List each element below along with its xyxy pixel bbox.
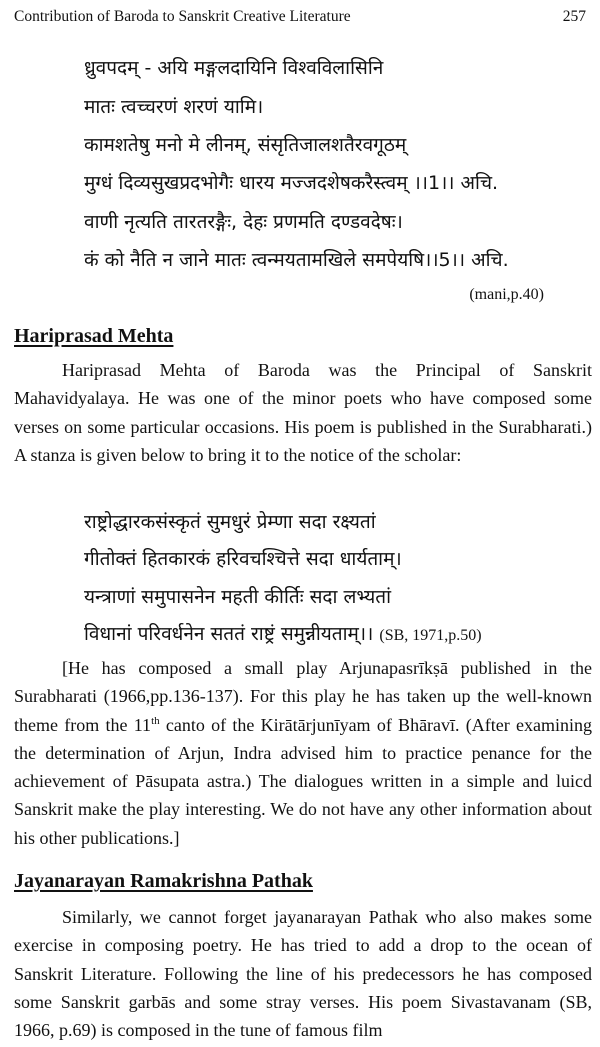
verse2-line-4-text: विधानां परिवर्धनेन सततं राष्ट्रं समुन्नीयताम्।।	[84, 623, 374, 645]
paragraph-hariprasad	[14, 356, 592, 469]
running-header	[14, 8, 586, 26]
play-note-superscript: th	[151, 714, 160, 727]
verse1-line-2: मातः त्वच्चरणं शरणं यामि।	[84, 96, 264, 118]
paragraph-hariprasad-text: Hariprasad Mehta of Baroda was the Principal of Sanskrit Mahavidyalaya. He was one of the minor poets who have composed some verses on some particular occasions. His poem is published in the Surabharati.) A stanza is given below to bring it to the notice of the scholar:	[14, 360, 592, 465]
paragraph-play-note-text	[14, 654, 592, 852]
section-heading-hariprasad: Hariprasad Mehta	[14, 325, 174, 347]
verse2-line-3: यन्त्राणां समुपासनेन महती कीर्तिः सदा लभ्यतां	[84, 586, 392, 608]
verse1-line-1: ध्रुवपदम् - अयि मङ्गलदायिनि विश्वविलासिनि	[84, 57, 384, 79]
play-note-part-2: canto of the Kirātārjunīyam of Bhāravī. (After examining the determination of Arjun, Indra advised him to practice penance for the achievement of Pāsupata astra.) The dialogues written in a simple and luicd Sanskrit make the play interesting. We do not have any other information about his other publications.]	[14, 714, 592, 848]
verse2-line-4	[84, 620, 482, 646]
section-heading-jayanarayan: Jayanarayan Ramakrishna Pathak	[14, 870, 313, 892]
paragraph-jayanarayan	[14, 903, 592, 1044]
verse2-citation: (SB, 1971,p.50)	[379, 627, 482, 644]
page-number: 257	[562, 8, 586, 25]
paragraph-jayanarayan-text: Similarly, we cannot forget jayanarayan Pathak who also makes some exercise in composing poetry. He has tried to add a drop to the ocean of Sanskrit Literature. Following the line of his predecessors he has composed some Sanskrit garbās and some stray verses. His poem Sivastavanam (SB, 1966, p.69) is composed in the tune of famous film	[14, 907, 592, 1041]
verse2-line-1: राष्ट्रोद्धारकसंस्कृतं सुमधुरं प्रेम्णा सदा रक्ष्यतां	[84, 511, 376, 533]
verse2-line-2: गीतोक्तं हितकारकं हरिवचश्चित्ते सदा धार्यताम्।	[84, 548, 402, 570]
running-title: Contribution of Baroda to Sanskrit Creative Literature	[14, 8, 351, 25]
verse1-line-3: कामशतेषु मनो मे लीनम्, संसृतिजालशतैरवगूठम्	[84, 134, 407, 156]
verse1-line-6: कं को नैति न जाने मातः त्वन्मयतामखिले समपेयषि।।5।। अचि.	[84, 249, 509, 271]
verse1-line-4: मुग्धं दिव्यसुखप्रदभोगैः धारय मज्जदशेषकरैस्त्वम् ।।1।। अचि.	[84, 172, 499, 194]
paragraph-play-note	[14, 654, 592, 852]
play-note-part-1: [He has composed a small play Arjunapasrīkṣā published in the Surabharati (1966,pp.136-137). For this play he has taken up the well-known theme from the 11	[14, 658, 592, 735]
verse1-line-5: वाणी नृत्यति तारतरङ्गैः, देहः प्रणमति दण्डवदेषः।	[84, 211, 403, 233]
verse1-citation: (mani,p.40)	[469, 286, 544, 303]
